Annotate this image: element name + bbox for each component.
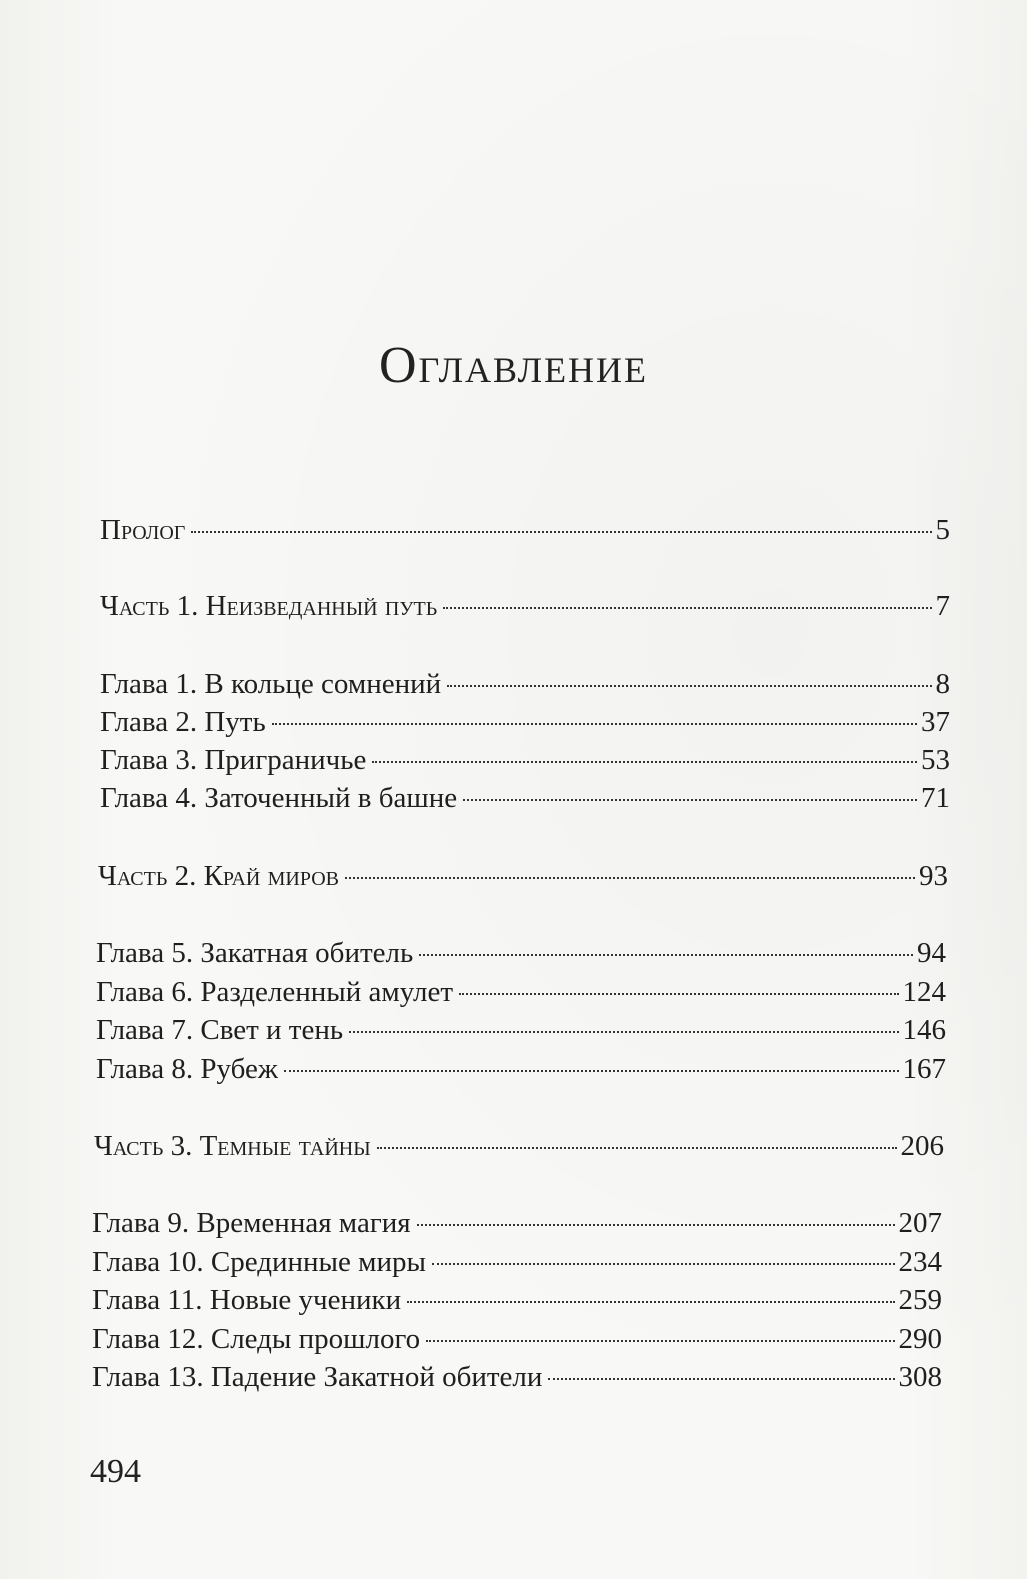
dot-leader	[447, 685, 931, 687]
toc-entry-label: Глава 6. Разделенный амулет	[96, 976, 454, 1008]
toc-entry-page: 53	[921, 744, 950, 776]
toc-entry-label: Глава 2. Путь	[100, 706, 266, 738]
toc-entry-label: Глава 4. Заточенный в башне	[100, 782, 458, 814]
dot-leader	[345, 877, 915, 879]
dot-leader	[419, 954, 913, 956]
page-title: Оглавление	[378, 337, 649, 394]
toc-entry-page: 290	[898, 1323, 942, 1355]
toc-entry-label: Глава 11. Новые ученики	[92, 1284, 402, 1316]
toc-entry-chapter-1[interactable]	[100, 666, 950, 702]
dot-leader	[191, 531, 931, 533]
toc-entry-page: 146	[902, 1014, 946, 1046]
toc-entry-label: Глава 9. Временная магия	[92, 1207, 411, 1239]
toc-entry-label: Пролог	[100, 514, 186, 546]
toc-entry-label: Часть 2. Край миров	[98, 860, 340, 892]
toc-entry-part-1[interactable]	[100, 588, 950, 624]
toc-entry-chapter-8[interactable]	[96, 1051, 946, 1087]
dot-leader	[284, 1070, 899, 1072]
toc-entry-chapter-7[interactable]	[96, 1012, 946, 1048]
toc-entry-page: 7	[935, 590, 950, 622]
toc-entry-label: Глава 1. В кольце сомнений	[100, 668, 442, 700]
dot-leader	[426, 1340, 894, 1342]
toc-entry-label: Глава 12. Следы прошлого	[92, 1323, 421, 1355]
toc-entry-label: Глава 13. Падение Закатной обители	[92, 1361, 543, 1393]
toc-entry-chapter-5[interactable]	[96, 935, 946, 971]
page-number: 494	[90, 1453, 141, 1490]
dot-leader	[407, 1301, 894, 1303]
toc-entry-label: Глава 5. Закатная обитель	[96, 937, 414, 969]
toc-entry-part-2[interactable]	[98, 858, 948, 894]
dot-leader	[459, 993, 898, 995]
toc-entry-label: Глава 8. Рубеж	[96, 1053, 278, 1085]
toc-entry-chapter-6[interactable]	[96, 974, 946, 1010]
dot-leader	[372, 761, 917, 763]
toc-entry-page: 93	[919, 860, 948, 892]
toc-entry-part-3[interactable]	[94, 1128, 944, 1164]
toc-entry-label: Глава 3. Приграничье	[100, 744, 367, 776]
dot-leader	[463, 799, 917, 801]
toc-entry-page: 234	[898, 1246, 942, 1278]
toc-entry-page: 259	[898, 1284, 942, 1316]
toc-entry-page: 207	[898, 1207, 942, 1239]
toc-entry-page: 308	[898, 1361, 942, 1393]
toc-entry-chapter-9[interactable]	[92, 1205, 942, 1241]
toc-entry-page: 124	[902, 976, 946, 1008]
dot-leader	[417, 1224, 895, 1226]
toc-entry-page: 71	[921, 782, 950, 814]
toc-entry-label: Глава 10. Срединные миры	[92, 1246, 426, 1278]
toc-entry-label: Часть 3. Темные тайны	[94, 1130, 371, 1162]
toc-entry-chapter-11[interactable]	[92, 1282, 942, 1318]
dot-leader	[377, 1147, 897, 1149]
toc-entry-page: 94	[917, 937, 946, 969]
toc-entry-label: Часть 1. Неизведанный путь	[100, 590, 438, 622]
toc-entry-label: Глава 7. Свет и тень	[96, 1014, 344, 1046]
dot-leader	[432, 1263, 895, 1265]
toc-entry-chapter-13[interactable]	[92, 1359, 942, 1395]
toc-entry-page: 37	[921, 706, 950, 738]
toc-entry-page: 8	[935, 668, 950, 700]
toc-entry-page: 167	[902, 1053, 946, 1085]
toc-entry-chapter-12[interactable]	[92, 1321, 942, 1357]
toc-entry-prologue[interactable]	[100, 512, 950, 548]
dot-leader	[272, 723, 917, 725]
dot-leader	[349, 1031, 898, 1033]
dot-leader	[548, 1378, 894, 1380]
toc-entry-chapter-3[interactable]	[100, 742, 950, 778]
toc-entry-page: 5	[935, 514, 950, 546]
toc-entry-chapter-4[interactable]	[100, 780, 950, 816]
toc-entry-chapter-2[interactable]	[100, 704, 950, 740]
toc-entry-page: 206	[900, 1130, 944, 1162]
toc-entry-chapter-10[interactable]	[92, 1244, 942, 1280]
dot-leader	[443, 607, 931, 609]
